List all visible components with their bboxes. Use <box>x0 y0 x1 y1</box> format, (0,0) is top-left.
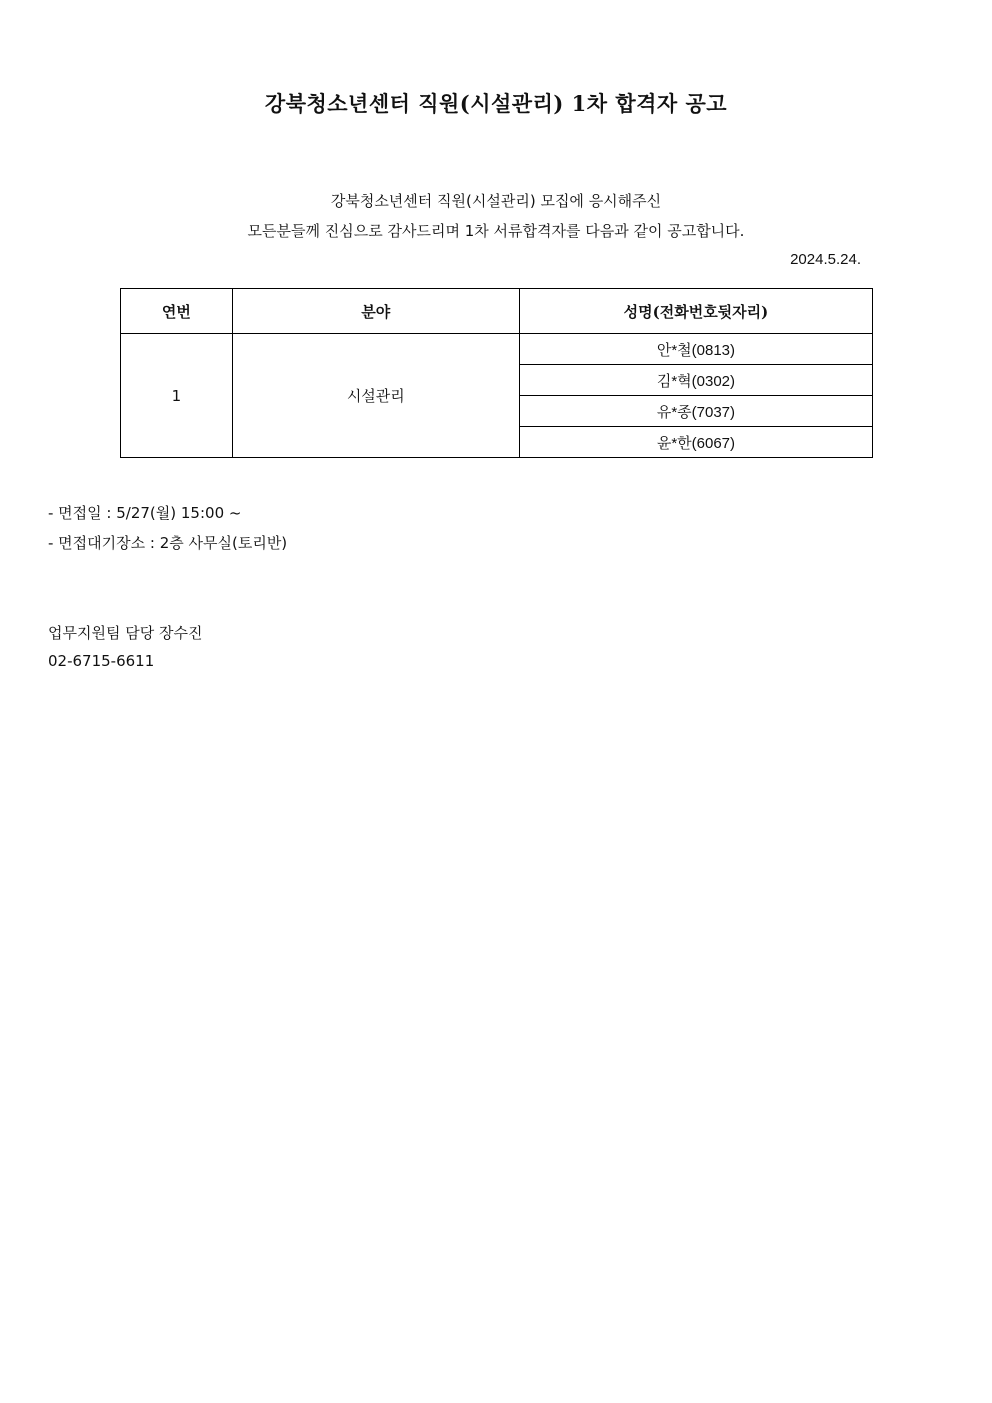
contact-phone: 02-6715-6611 <box>48 652 155 670</box>
table-header-row <box>121 289 873 334</box>
intro-line-1: 강북청소년센터 직원(시설관리) 모집에 응시해주신 <box>330 192 662 210</box>
cell-applicant-name: 김*혁(0302) <box>519 365 872 396</box>
cell-applicant-name: 윤*한(6067) <box>519 427 872 458</box>
page-title: 강북청소년센터 직원(시설관리) 1차 합격자 공고 <box>264 91 728 116</box>
cell-applicant-name: 안*철(0813) <box>519 334 872 365</box>
header-name: 성명(전화번호뒷자리) <box>519 289 872 334</box>
result-table <box>120 288 873 458</box>
header-field: 분야 <box>232 289 519 334</box>
cell-number: 1 <box>121 334 233 458</box>
table-row <box>121 334 873 365</box>
contact-person: 업무지원팀 담당 장수진 <box>48 624 203 642</box>
interview-place: - 면접대기장소 : 2층 사무실(토리반) <box>48 534 288 552</box>
interview-date: - 면접일 : 5/27(월) 15:00 ~ <box>48 504 242 522</box>
intro-line-2: 모든분들께 진심으로 감사드리며 1차 서류합격자를 다음과 같이 공고합니다. <box>247 222 745 240</box>
header-number: 연번 <box>121 289 233 334</box>
cell-field: 시설관리 <box>232 334 519 458</box>
cell-applicant-name: 유*종(7037) <box>519 396 872 427</box>
announcement-date: 2024.5.24. <box>790 251 861 268</box>
